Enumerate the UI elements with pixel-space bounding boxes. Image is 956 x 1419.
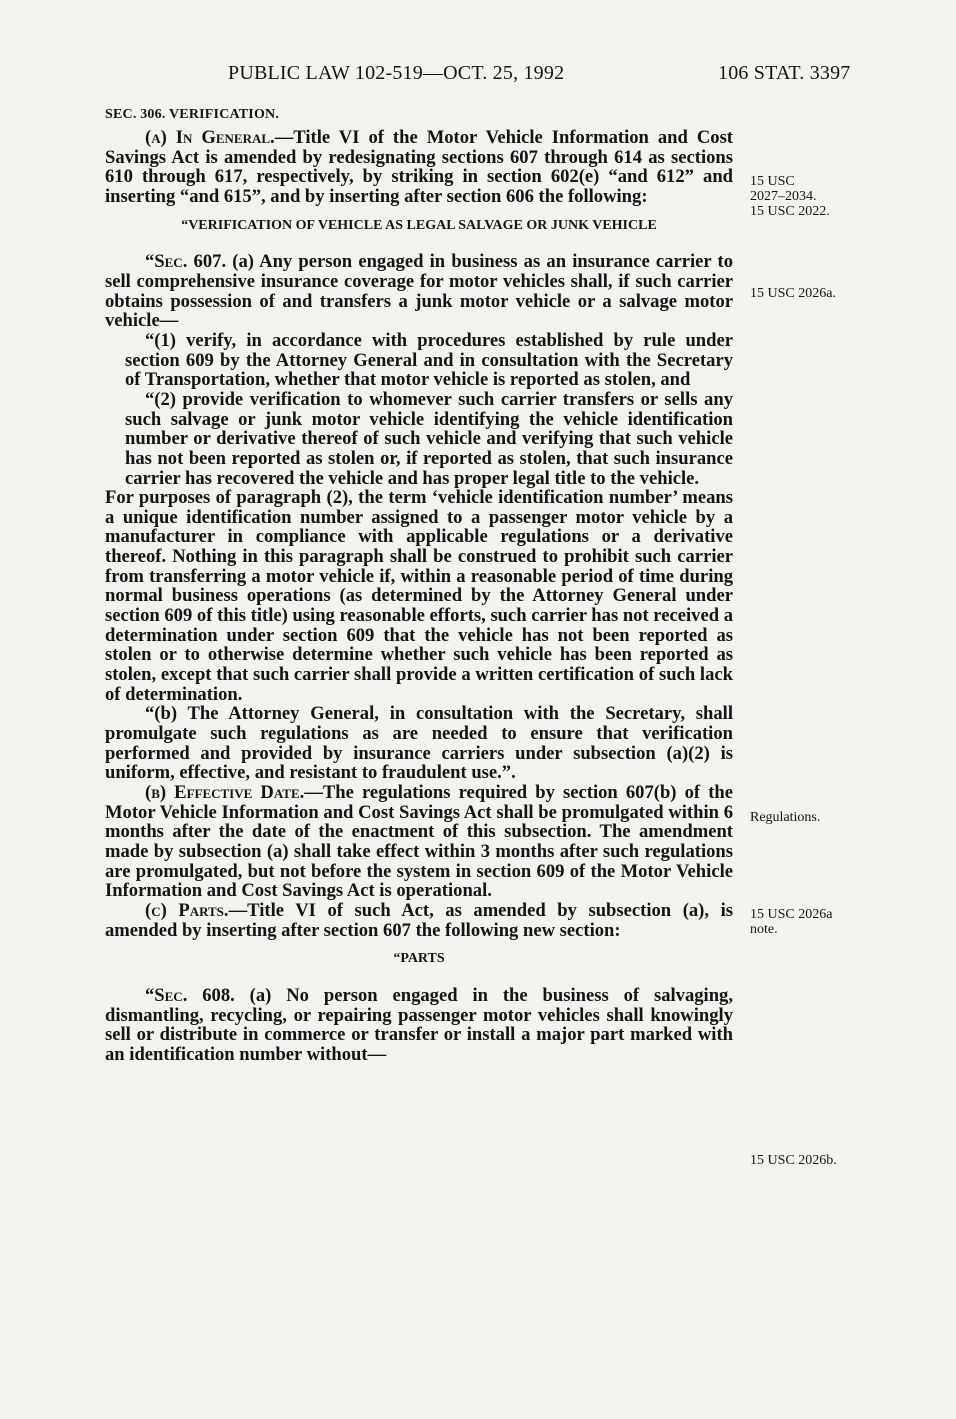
section-heading: SEC. 306. VERIFICATION. [105, 107, 280, 122]
page-header-title: PUBLIC LAW 102-519—OCT. 25, 1992 [228, 62, 565, 84]
sec-607-text: 607. (a) Any person engaged in business as an insurance carrier to sell comprehensive insurance coverage for motor vehicles shall, if such carrier obtains possession of and transfers a junk motor vehicle or a salvage motor vehicle— [105, 251, 733, 332]
margin-note-3: Regulations. [750, 810, 821, 825]
purposes-paragraph: For purposes of paragraph (2), the term ‘vehicle identification number’ means a unique identification number assigned to a passenger motor vehicle by a manufacturer in compliance with applicable regulations or a derivative thereof. Nothing in this paragraph shall be construed to prohibit such carrier from transferring a motor vehicle if, within a reasonable period of time during normal business operations (as determined by the Attorney General under section 609 of this title) using reasonable efforts, such carrier has not received a determination under section 609 that the vehicle has not been reported as stolen or to otherwise determine whether such vehicle has been reported as stolen, except that such carrier shall provide a written certification of such lack of determination. [105, 487, 733, 705]
verification-heading: “VERIFICATION OF VEHICLE AS LEGAL SALVAGE OR JUNK VEHICLE [181, 217, 657, 233]
margin-note-4-line-1: 15 USC 2026a [750, 907, 833, 922]
paragraph-a-text: —Title VI of the Motor Vehicle Information and Cost Savings Act is amended by redesignating sections 607 through 614 as sections 610 through 617, respectively, by striking in section 602(e) “and 612” and inserting “and 615”, and by inserting after section 606 the following: [105, 127, 733, 207]
margin-note-4-line-2: note. [750, 922, 778, 937]
sec-607-intro [105, 252, 733, 331]
paragraph-b-heading: (b) Effective Date. [145, 782, 305, 803]
sec-607-item-1: “(1) verify, in accordance with procedures established by rule under section 609 by the Attorney General and in consultation with the Secretary of Transportation, whether that motor vehicle is reported as stolen, and [125, 329, 733, 391]
sec-608-a [105, 986, 733, 1065]
margin-note-1 [750, 174, 870, 219]
sec-607-b: “(b) The Attorney General, in consultation with the Secretary, shall promulgate such regulations as are needed to ensure that verification performed and provided by insurance carriers under subsection (a)(2) is uniform, effective, and resistant to fraudulent use.”. [105, 703, 733, 784]
margin-note-4 [750, 907, 870, 937]
paragraph-c-heading: (c) Parts. [145, 899, 229, 921]
sec-608-quote: “ [145, 984, 155, 1006]
paragraph-a-heading: (a) In General. [145, 127, 275, 148]
paragraph-c [105, 901, 733, 940]
sec-607-quote: “ [145, 251, 155, 273]
margin-note-1-line-1: 15 USC [750, 174, 795, 189]
paragraph-b [105, 783, 733, 901]
margin-note-1-line-2: 2027–2034. [750, 189, 817, 204]
margin-note-1-line-3: 15 USC 2022. [750, 204, 830, 219]
page-header-stat: 106 STAT. 3397 [718, 62, 851, 84]
parts-heading: “PARTS [393, 951, 445, 967]
sec-608-text: 608. (a) No person engaged in the business of salvaging, dismantling, recycling, or repairing passenger motor vehicles shall knowingly sell or distribute in commerce or transfer or install a major part marked with an identification number without— [105, 984, 733, 1065]
sec-608-label: Sec. [154, 984, 188, 1006]
paragraph-b-text: —The regulations required by section 607(b) of the Motor Vehicle Information and Cost Savings Act shall be promulgated within 6 months after the date of the enactment of this subsection. The amendment made by subsection (a) shall take effect within 3 months after such regulations are promulgated, but not before the system in section 609 of the Motor Vehicle Information and Cost Savings Act is operational. [105, 782, 733, 902]
sec-607-label: Sec. [154, 251, 188, 273]
margin-note-2: 15 USC 2026a. [750, 286, 836, 301]
sec-607-item-2: “(2) provide verification to whomever such carrier transfers or sells any such salvage or junk motor vehicle identifying the vehicle identification number or derivative thereof of such vehicle and verifying that such vehicle has not been reported as stolen or, if reported as stolen, that such insurance carrier has recovered the vehicle and has proper legal title to the vehicle. [125, 388, 733, 489]
body-text [105, 106, 733, 1065]
paragraph-c-text: —Title VI of such Act, as amended by subsection (a), is amended by inserting after section 607 the following new section: [105, 899, 733, 941]
margin-note-5: 15 USC 2026b. [750, 1153, 837, 1168]
paragraph-a [105, 128, 733, 207]
